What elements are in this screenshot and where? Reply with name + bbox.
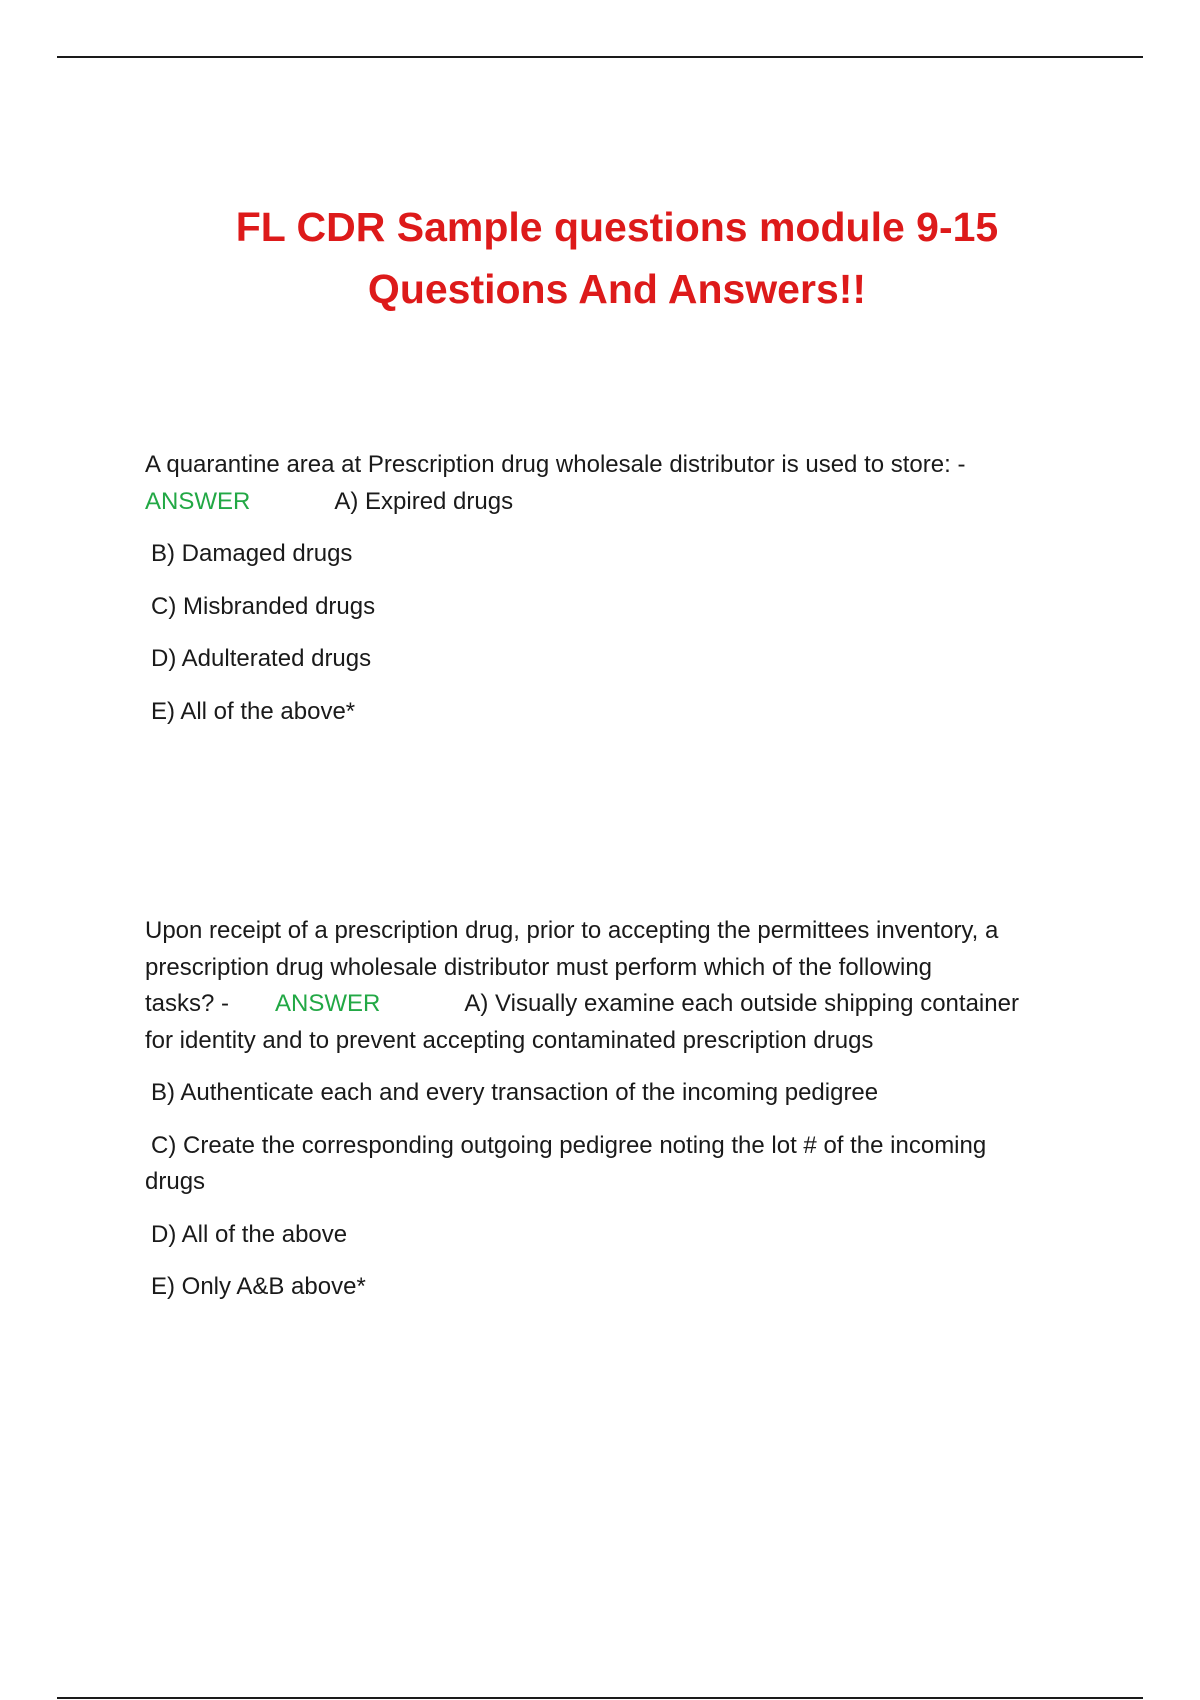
question-2-option-e: E) Only A&B above* [151,1273,366,1300]
question-2-prompt-line-3: tasks? - [145,990,230,1017]
question-2 [145,913,1085,1306]
title-line-1: FL CDR Sample questions module 9-15 [235,204,999,250]
question-1-option-c: C) Misbranded drugs [151,592,376,620]
question-2-option-d: D) All of the above [151,1220,348,1248]
document-title [0,196,1200,320]
question-1-prompt-text: A quarantine area at Prescription drug wholesale distributor is used to store: - [145,451,966,478]
question-2-option-b: B) Authenticate each and every transaction of the incoming pedigree [151,1079,879,1106]
question-2-prompt-line-2: prescription drug wholesale distributor must perform which of the following [145,953,933,981]
answer-label: ANSWER [145,487,251,515]
question-2-option-a-continued: for identity and to prevent accepting contaminated prescription drugs [145,1026,874,1054]
question-2-answer-line [145,986,1085,1023]
question-2-option-a: A) Visually examine each outside shipping container [464,990,1019,1017]
question-2-option-c-block [145,1128,1085,1201]
title-line-2: Questions And Answers!! [367,266,867,312]
question-2-prompt-line-1: Upon receipt of a prescription drug, prior to accepting the permittees inventory, a [145,917,999,944]
question-1-option-b: B) Damaged drugs [151,540,353,567]
footer-rule [57,1697,1143,1699]
question-1 [145,447,1085,730]
question-1-answer-line [145,484,1085,521]
question-1-option-a: A) Expired drugs [334,487,514,515]
question-2-option-c: C) Create the corresponding outgoing pedigree noting the lot # of the incoming [151,1131,987,1159]
header-rule [57,56,1143,58]
answer-label: ANSWER [275,990,381,1017]
question-2-option-c-continued: drugs [145,1168,206,1195]
question-1-option-e: E) All of the above* [151,697,356,725]
question-1-option-d: D) Adulterated drugs [151,645,372,672]
question-1-prompt [145,447,1085,484]
